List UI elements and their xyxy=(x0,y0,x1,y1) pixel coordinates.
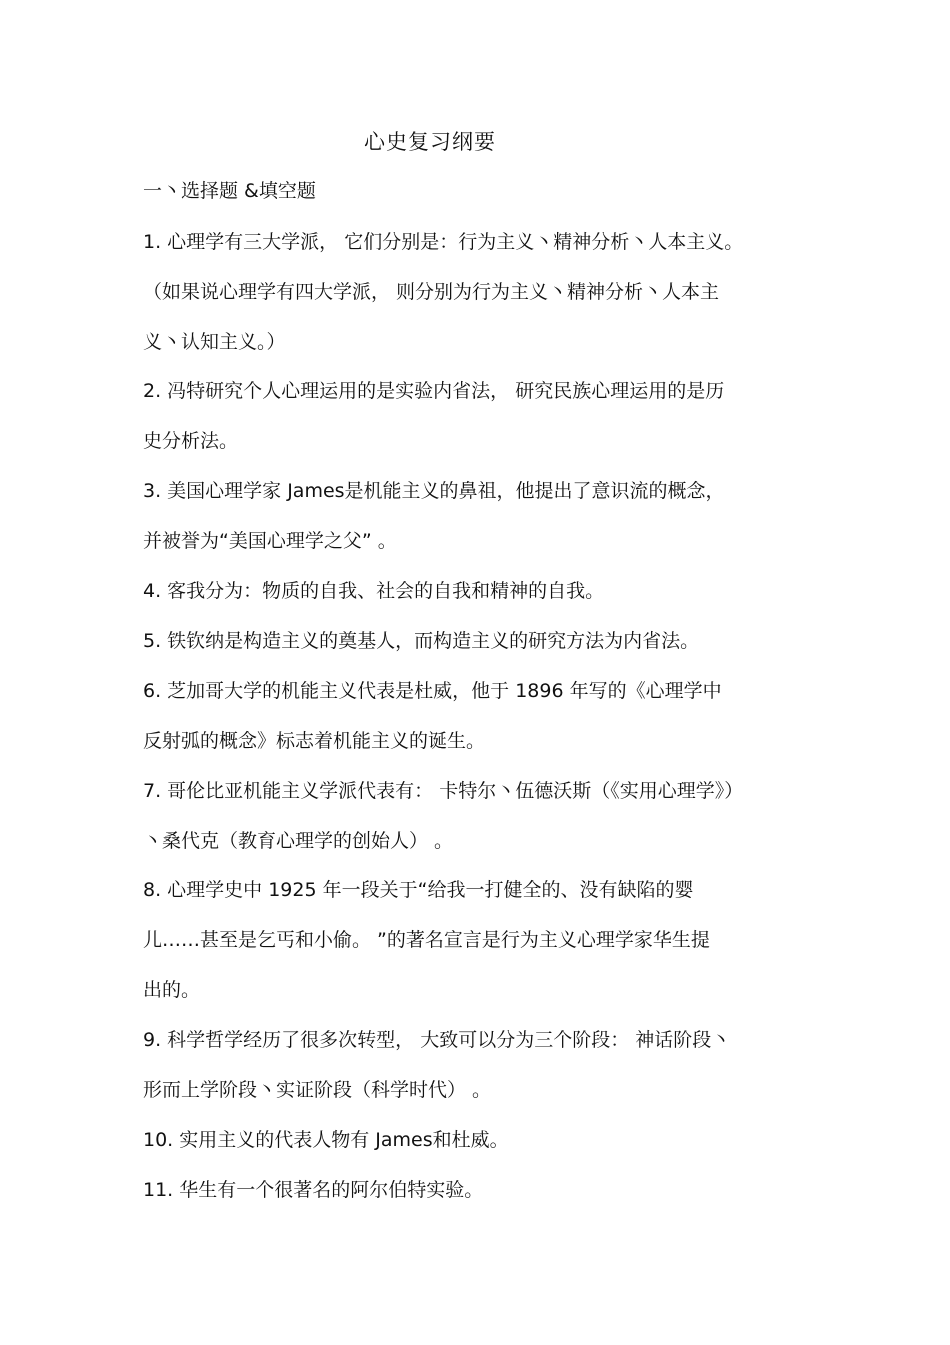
text-line: 4. 客我分为：物质的自我、社会的自我和精神的自我。 xyxy=(143,580,605,602)
text-line: 出的。 xyxy=(143,979,201,1001)
text-line: 6. 芝加哥大学的机能主义代表是杜威，他于 1896 年写的《心理学中 xyxy=(143,680,722,702)
text-line: 11. 华生有一个很著名的阿尔伯特实验。 xyxy=(143,1179,484,1201)
text-line: 5. 铁钦纳是构造主义的奠基人，而构造主义的研究方法为内省法。 xyxy=(143,630,700,652)
text-line: 10. 实用主义的代表人物有 James和杜威。 xyxy=(143,1129,509,1151)
text-line: 并被誉为“美国心理学之父” 。 xyxy=(143,530,397,552)
section-heading: 一丶选择题 &填空题 xyxy=(143,180,316,202)
document-title: 心史复习纲要 xyxy=(364,130,496,154)
text-line: 形而上学阶段丶实证阶段（科学时代） 。 xyxy=(143,1079,492,1101)
text-line: 反射弧的概念》标志着机能主义的诞生。 xyxy=(143,730,486,752)
text-line: 史分析法。 xyxy=(143,430,239,452)
text-line: 8. 心理学史中 1925 年一段关于“给我一打健全的、没有缺陷的婴 xyxy=(143,879,694,901)
text-line: 3. 美国心理学家 James是机能主义的鼻祖，他提出了意识流的概念， xyxy=(143,480,725,502)
text-line: 7. 哥伦比亚机能主义学派代表有： 卡特尔丶伍德沃斯（《实用心理学》） xyxy=(143,780,744,802)
text-line: 儿……甚至是乞丐和小偷。 ”的著名宣言是行为主义心理学家华生提 xyxy=(143,929,710,951)
text-line: 9. 科学哲学经历了很多次转型， 大致可以分为三个阶段： 神话阶段丶 xyxy=(143,1029,731,1051)
text-line: （如果说心理学有四大学派， 则分别为行为主义丶精神分析丶人本主 xyxy=(143,281,720,303)
text-line: 1. 心理学有三大学派， 它们分别是：行为主义丶精神分析丶人本主义。 xyxy=(143,231,744,253)
text-line: 义丶认知主义。） xyxy=(143,331,286,353)
text-line: 2. 冯特研究个人心理运用的是实验内省法， 研究民族心理运用的是历 xyxy=(143,380,725,402)
text-line: 丶桑代克（教育心理学的创始人） 。 xyxy=(143,830,454,852)
